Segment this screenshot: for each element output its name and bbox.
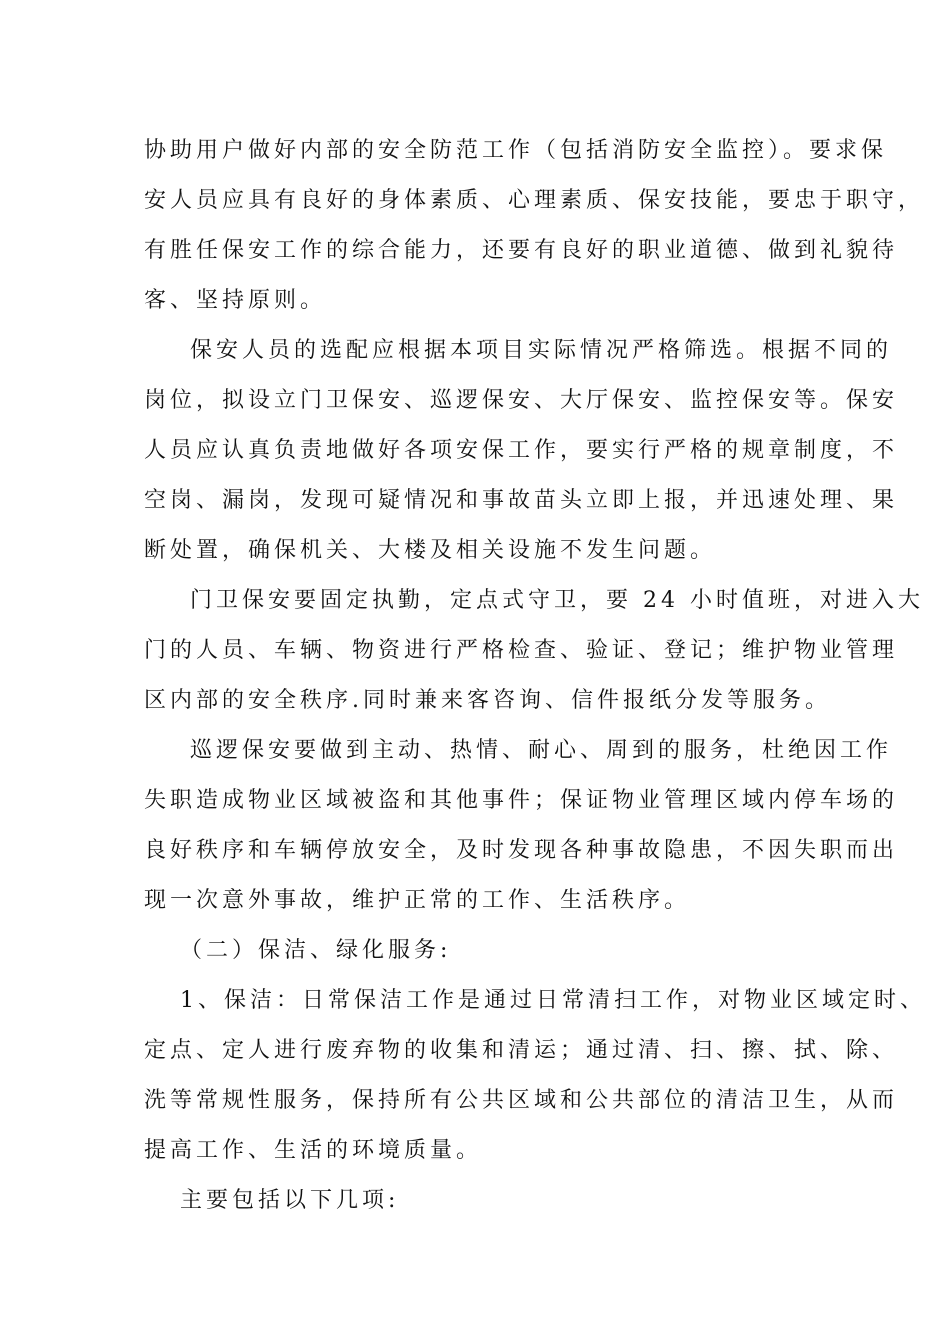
paragraph-line: 安人员应具有良好的身体素质、心理素质、保安技能，要忠于职守， (144, 188, 925, 213)
paragraph-line: 区内部的安全秩序.同时兼来客咨询、信件报纸分发等服务。 (144, 688, 831, 713)
paragraph-line: 洗等常规性服务，保持所有公共区域和公共部位的清洁卫生，从而 (144, 1088, 899, 1113)
paragraph-line: 门的人员、车辆、物资进行严格检查、验证、登记；维护物业管理 (144, 638, 899, 663)
paragraph-line: 巡逻保安要做到主动、热情、耐心、周到的服务，杜绝因工作 (190, 738, 893, 763)
paragraph-line: 提高工作、生活的环境质量。 (144, 1138, 483, 1163)
paragraph-line: 断处置，确保机关、大楼及相关设施不发生问题。 (144, 538, 717, 563)
paragraph-line: 失职造成物业区域被盗和其他事件；保证物业管理区域内停车场的 (144, 788, 899, 813)
paragraph-line: 协助用户做好内部的安全防范工作（包括消防安全监控）。要求保 (144, 138, 888, 163)
section-heading: （二）保洁、绿化服务: (180, 938, 452, 963)
paragraph-line: 客、坚持原则。 (144, 288, 327, 313)
paragraph-line: 1、保洁：日常保洁工作是通过日常清扫工作，对物业区域定时、 (180, 988, 926, 1013)
paragraph-line: 主要包括以下几项: (180, 1188, 400, 1213)
paragraph-line: 定点、定人进行废弃物的收集和清运；通过清、扫、擦、拭、除、 (144, 1038, 899, 1063)
paragraph-line: 岗位，拟设立门卫保安、巡逻保安、大厅保安、监控保安等。保安 (144, 388, 899, 413)
paragraph-line: 空岗、漏岗，发现可疑情况和事故苗头立即上报，并迅速处理、果 (144, 488, 899, 513)
paragraph-line: 现一次意外事故，维护正常的工作、生活秩序。 (144, 888, 691, 913)
paragraph-line: 保安人员的选配应根据本项目实际情况严格筛选。根据不同的 (190, 338, 893, 363)
paragraph-line: 良好秩序和车辆停放安全，及时发现各种事故隐患，不因失职而出 (144, 838, 899, 863)
paragraph-line: 门卫保安要固定执勤，定点式守卫，要 24 小时值班，对进入大 (190, 588, 924, 613)
paragraph-line: 有胜任保安工作的综合能力，还要有良好的职业道德、做到礼貌待 (144, 238, 899, 263)
paragraph-line: 人员应认真负责地做好各项安保工作，要实行严格的规章制度，不 (144, 438, 899, 463)
